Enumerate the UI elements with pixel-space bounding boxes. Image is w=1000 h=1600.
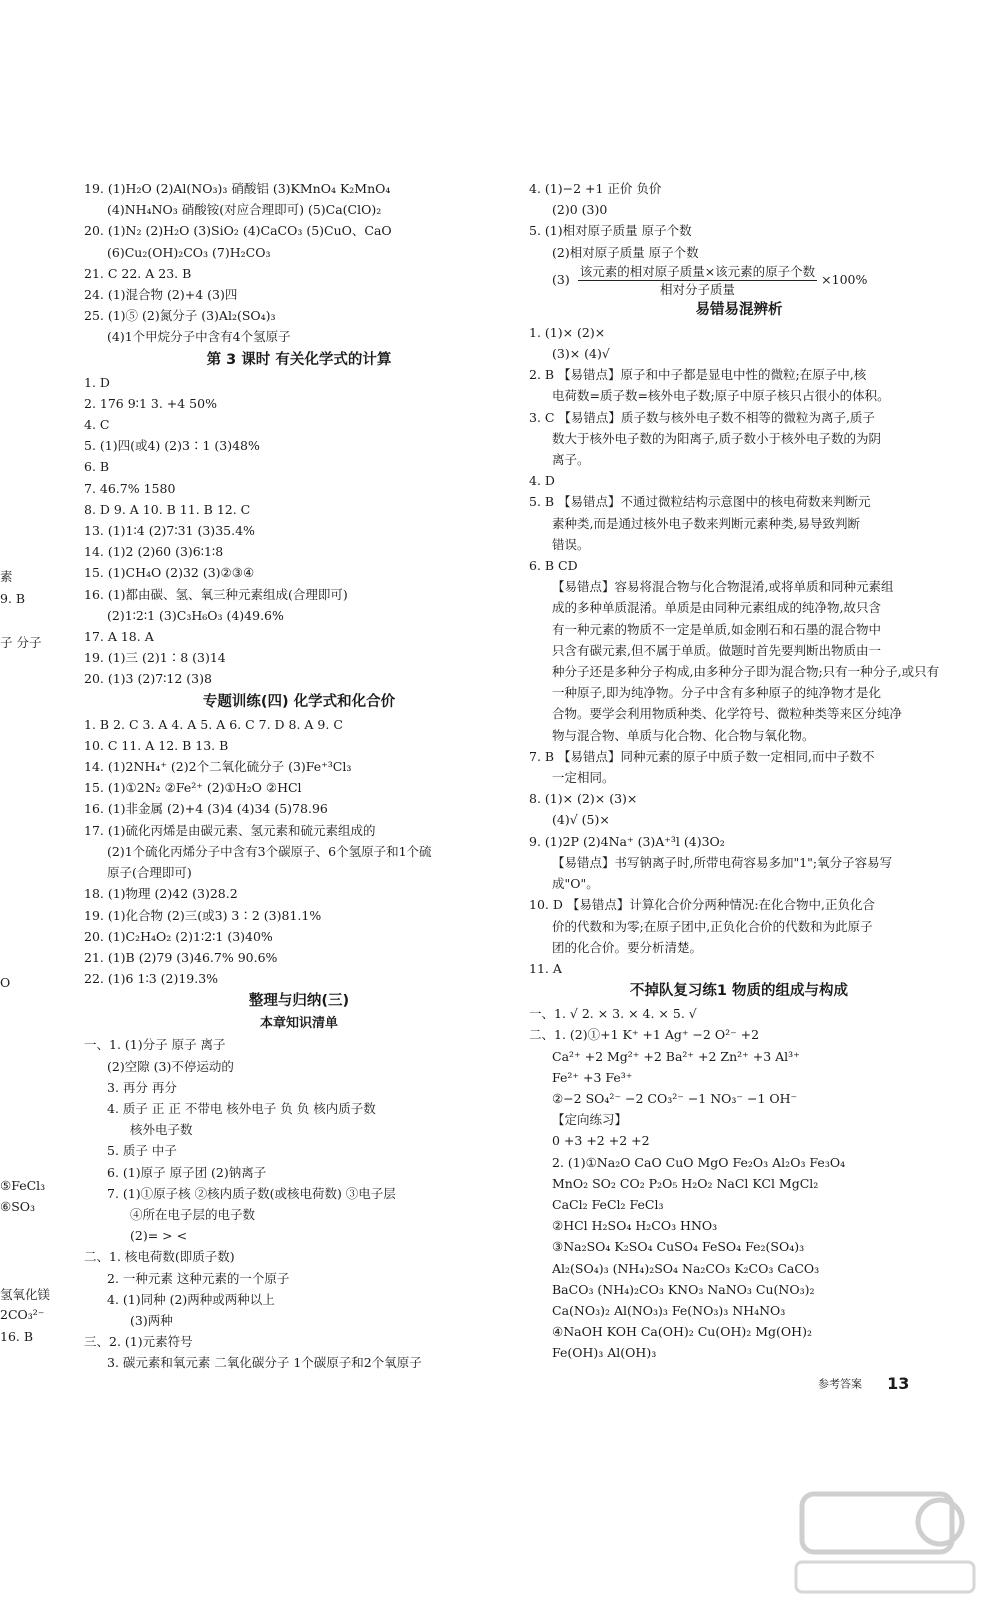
- right-answer-line: 数大于核外电子数的为阳离子,质子数小于核外电子数的为阴: [552, 430, 881, 446]
- left-answer-line: 核外电子数: [130, 1122, 193, 1138]
- right-answer-line: 一、1. √ 2. × 3. × 4. × 5. √: [529, 1006, 697, 1022]
- percent-formula: [529, 263, 949, 298]
- formula-suffix: ×100%: [821, 271, 868, 287]
- edge-fragment: 9. B: [0, 591, 26, 606]
- right-answer-line: 成的多种单质混淆。单质是由同种元素组成的纯净物,故只含: [552, 600, 881, 616]
- right-section-heading: 易错易混辨析: [695, 301, 783, 318]
- left-answer-line: 4. 质子 正 正 不带电 核外电子 负 负 核内质子数: [107, 1100, 376, 1116]
- left-answer-line: (4)1个甲烷分子中含有4个氢原子: [107, 329, 291, 345]
- right-answer-line: 3. C 【易错点】质子数与核外电子数不相等的微粒为离子,质子: [529, 409, 875, 425]
- formula-fraction: [578, 263, 817, 298]
- left-answer-line: 5. (1)四(或4) (2)3∶1 (3)48%: [84, 438, 260, 454]
- edge-fragment: O: [0, 975, 11, 990]
- right-answer-line: 1. (1)× (2)×: [529, 324, 606, 340]
- right-answer-line: 价的代数和为零;在原子团中,正负化合价的代数和为此原子: [552, 918, 873, 934]
- right-answer-line: 成"O"。: [552, 876, 599, 892]
- right-answer-line: 【易错点】容易将混合物与化合物混淆,或将单质和同种元素组: [552, 579, 894, 595]
- right-answer-line: 11. A: [529, 960, 562, 976]
- left-answer-line: 原子(合理即可): [107, 865, 192, 881]
- right-answer-line: 电荷数=质子数=核外电子数;原子中原子核只占很小的体积。: [552, 388, 890, 404]
- right-answer-line: 2. (1)①Na₂O CaO CuO MgO Fe₂O₃ Al₂O₃ Fe₃O₄: [552, 1154, 846, 1170]
- left-answer-line: 20. (1)3 (2)7∶12 (3)8: [84, 671, 212, 687]
- left-answer-line: 3. 再分 再分: [107, 1079, 177, 1095]
- left-answer-line: (2)1个硫化丙烯分子中含有3个碳原子、6个氢原子和1个硫: [107, 843, 432, 859]
- left-answer-line: 25. (1)⑤ (2)氮分子 (3)Al₂(SO₄)₃: [84, 308, 276, 324]
- left-answer-line: 2. 一种元素 这种元素的一个原子: [107, 1270, 290, 1286]
- right-answer-line: 【定向练习】: [552, 1112, 628, 1128]
- formula-prefix: (3): [552, 271, 570, 287]
- left-answer-line: 1. D: [84, 374, 110, 390]
- left-answer-column: [84, 178, 514, 1374]
- right-answer-line: Ca(NO₃)₂ Al(NO₃)₃ Fe(NO₃)₃ NH₄NO₃: [552, 1302, 786, 1318]
- right-answer-line: 0 +3 +2 +2 +2: [552, 1133, 650, 1149]
- right-answer-line: ④NaOH KOH Ca(OH)₂ Cu(OH)₂ Mg(OH)₂: [552, 1324, 812, 1340]
- right-answer-line: 6. B CD: [529, 558, 578, 574]
- right-answer-line: BaCO₃ (NH₄)₂CO₃ KNO₃ NaNO₃ Cu(NO₃)₂: [552, 1281, 815, 1297]
- left-answer-line: 一、1. (1)分子 原子 离子: [84, 1037, 226, 1053]
- right-answer-line: 10. D 【易错点】计算化合价分两种情况:在化合物中,正负化合: [529, 897, 876, 913]
- left-answer-line: (2)空隙 (3)不停运动的: [107, 1058, 234, 1074]
- right-answer-line: MnO₂ SO₂ CO₂ P₂O₅ H₂O₂ NaCl KCl MgCl₂: [552, 1175, 819, 1191]
- left-answer-line: 6. B: [84, 459, 110, 475]
- page-number: 13: [887, 1374, 910, 1393]
- right-answer-line: 离子。: [552, 452, 590, 468]
- left-answer-line: 20. (1)C₂H₄O₂ (2)1∶2∶1 (3)40%: [84, 928, 273, 944]
- left-answer-line: 22. (1)6 1∶3 (2)19.3%: [84, 971, 219, 987]
- left-answer-line: 15. (1)①2N₂ ②Fe²⁺ (2)①H₂O ②HCl: [84, 780, 302, 796]
- left-section-heading: 专题训练(四) 化学式和化合价: [202, 693, 396, 710]
- left-answer-line: 16. (1)非金属 (2)+4 (3)4 (4)34 (5)78.96: [84, 801, 328, 817]
- right-answer-line: ②−2 SO₄²⁻ −2 CO₃²⁻ −1 NO₃⁻ −1 OH⁻: [552, 1090, 798, 1106]
- left-answer-line: 1. B 2. C 3. A 4. A 5. A 6. C 7. D 8. A 9. C: [84, 716, 343, 732]
- right-answer-line: 错误。: [552, 536, 590, 552]
- right-answer-line: 一种原子,即为纯净物。分子中含有多种原子的纯净物才是化: [552, 685, 881, 701]
- right-answer-line: 种分子还是多种分子构成,由多种分子即为混合物;只有一种分子,或只有: [552, 664, 940, 680]
- right-section-heading: 不掉队复习练1 物质的组成与构成: [629, 983, 849, 1000]
- left-answer-line: 17. (1)硫化丙烯是由碳元素、氢元素和硫元素组成的: [84, 822, 376, 838]
- right-answer-line: 合物。要学会利用物质种类、化学符号、微粒种类等来区分纯净: [552, 706, 903, 722]
- right-answer-line: CaCl₂ FeCl₂ FeCl₃: [552, 1196, 664, 1212]
- edge-fragment: 氢氧化镁: [0, 1287, 51, 1302]
- right-answer-line: (2)相对原子质量 原子个数: [552, 244, 699, 260]
- right-answer-line: 7. B 【易错点】同种元素的原子中质子数一定相同,而中子数不: [529, 748, 875, 764]
- left-answer-line: 24. (1)混合物 (2)+4 (3)四: [84, 287, 238, 303]
- left-answer-line: 4. (1)同种 (2)两种或两种以上: [107, 1291, 275, 1307]
- right-answer-line: Ca²⁺ +2 Mg²⁺ +2 Ba²⁺ +2 Zn²⁺ +3 Al³⁺: [552, 1048, 800, 1064]
- right-answer-line: ③Na₂SO₄ K₂SO₄ CuSO₄ FeSO₄ Fe₂(SO₄)₃: [552, 1239, 805, 1255]
- right-answer-line: 有一种元素的物质不一定是单质,如金刚石和石墨的混合物中: [552, 621, 881, 637]
- edge-fragment: 子 分子: [0, 635, 42, 650]
- left-answer-line: 6. (1)原子 原子团 (2)钠离子: [107, 1164, 267, 1180]
- left-answer-line: 16. (1)都由碳、氢、氧三种元素组成(合理即可): [84, 586, 348, 602]
- left-answer-line: (6)Cu₂(OH)₂CO₃ (7)H₂CO₃: [107, 244, 271, 260]
- right-answer-line: Fe(OH)₃ Al(OH)₃: [552, 1345, 657, 1361]
- left-answer-line: 17. A 18. A: [84, 629, 154, 645]
- left-answer-line: 7. 46.7% 1580: [84, 480, 176, 496]
- right-answer-line: 5. B 【易错点】不通过微粒结构示意图中的核电荷数来判断元: [529, 494, 871, 510]
- left-answer-line: 3. 碳元素和氧元素 二氧化碳分子 1个碳原子和2个氧原子: [107, 1355, 422, 1371]
- right-answer-line: 一定相同。: [552, 770, 615, 786]
- right-answer-line: 8. (1)× (2)× (3)×: [529, 791, 638, 807]
- edge-fragment: 2CO₃²⁻: [0, 1307, 45, 1322]
- left-answer-line: (2)1∶2∶1 (3)C₃H₆O₃ (4)49.6%: [107, 607, 284, 623]
- right-answer-line: 4. D: [529, 473, 555, 489]
- right-top-block: [529, 178, 949, 263]
- left-answer-line: (3)两种: [130, 1312, 173, 1328]
- left-answer-line: 19. (1)H₂O (2)Al(NO₃)₃ 硝酸铝 (3)KMnO₄ K₂MnO₄: [84, 181, 391, 196]
- formula-numerator: 该元素的相对原子质量×该元素的原子个数: [579, 263, 816, 279]
- right-answer-line: 4. (1)−2 +1 正价 负价: [529, 181, 662, 196]
- right-main-block: [529, 298, 949, 1364]
- right-answer-line: 物与混合物、单质与化合物、化合物与氧化物。: [552, 727, 815, 743]
- right-answer-line: Al₂(SO₄)₃ (NH₄)₂SO₄ Na₂CO₃ K₂CO₃ CaCO₃: [552, 1260, 820, 1276]
- right-answer-line: 二、1. (2)①+1 K⁺ +1 Ag⁺ −2 O²⁻ +2: [529, 1027, 760, 1043]
- edge-fragment: 素: [0, 569, 13, 584]
- left-answer-line: 三、2. (1)元素符号: [84, 1334, 193, 1350]
- left-answer-line: 7. (1)①原子核 ②核内质子数(或核电荷数) ③电子层: [107, 1185, 396, 1201]
- left-answer-line: ④所在电子层的电子数: [130, 1206, 256, 1222]
- left-answer-line: 15. (1)CH₄O (2)32 (3)②③④: [84, 565, 255, 581]
- right-answer-line: (3)× (4)√: [552, 346, 610, 362]
- right-answer-line: (2)0 (3)0: [552, 202, 608, 218]
- left-answer-line: 19. (1)三 (2)1∶8 (3)14: [84, 650, 226, 666]
- edge-fragment: ⑤FeCl₃: [0, 1178, 46, 1193]
- right-answer-line: (4)√ (5)×: [552, 812, 610, 828]
- left-answer-line: 10. C 11. A 12. B 13. B: [84, 737, 229, 753]
- left-answer-line: 21. C 22. A 23. B: [84, 265, 192, 281]
- footer-label: 参考答案: [818, 1377, 862, 1391]
- page-footer: [818, 1373, 909, 1393]
- left-section-heading: 本章知识清单: [259, 1016, 338, 1032]
- right-answer-line: 2. B 【易错点】原子和中子都是显电中性的微粒;在原子中,核: [529, 367, 867, 383]
- left-answer-line: 18. (1)物理 (2)42 (3)28.2: [84, 886, 238, 902]
- left-answer-line: 13. (1)1∶4 (2)7∶31 (3)35.4%: [84, 523, 255, 539]
- right-answer-line: 5. (1)相对原子质量 原子个数: [529, 223, 692, 239]
- right-answer-line: 9. (1)2P (2)4Na⁺ (3)A⁺³l (4)3O₂: [529, 833, 725, 849]
- watermark-logo-icon: [790, 1488, 980, 1598]
- left-answer-line: 14. (1)2NH₄⁺ (2)2个二氧化硫分子 (3)Fe⁺³Cl₃: [84, 759, 352, 775]
- right-answer-column: [529, 178, 949, 1364]
- left-answer-line: 14. (1)2 (2)60 (3)6∶1∶8: [84, 544, 224, 560]
- left-answer-line: 2. 176 9∶1 3. +4 50%: [84, 395, 217, 411]
- left-answer-line: 二、1. 核电荷数(即质子数): [84, 1249, 235, 1265]
- left-answer-line: 5. 质子 中子: [107, 1143, 177, 1159]
- left-section-heading: 第 3 课时 有关化学式的计算: [206, 351, 392, 368]
- right-answer-line: 【易错点】书写钠离子时,所带电荷容易多加"1";氧分子容易写: [552, 854, 893, 870]
- right-answer-line: 素种类,而是通过核外电子数来判断元素种类,易导致判断: [552, 515, 860, 531]
- right-answer-line: Fe²⁺ +3 Fe³⁺: [552, 1069, 633, 1085]
- left-section-heading: 整理与归纳(三): [248, 993, 350, 1010]
- edge-fragment: 16. B: [0, 1329, 34, 1344]
- left-answer-line: 19. (1)化合物 (2)三(或3) 3∶2 (3)81.1%: [84, 907, 322, 923]
- left-answer-line: 8. D 9. A 10. B 11. B 12. C: [84, 501, 251, 517]
- right-answer-line: 只含有碳元素,但不属于单质。做题时首先要判断出物质由一: [552, 642, 881, 658]
- left-answer-line: (4)NH₄NO₃ 硝酸铵(对应合理即可) (5)Ca(ClO)₂: [107, 202, 382, 218]
- formula-denominator: 相对分子质量: [659, 281, 735, 297]
- right-answer-line: 团的化合价。要分析清楚。: [552, 939, 703, 955]
- left-answer-line: (2)= > <: [130, 1228, 188, 1244]
- right-answer-line: ②HCl H₂SO₄ H₂CO₃ HNO₃: [552, 1218, 718, 1234]
- left-answer-line: 21. (1)B (2)79 (3)46.7% 90.6%: [84, 949, 278, 965]
- edge-fragment: ⑥SO₃: [0, 1199, 36, 1214]
- left-answer-line: 4. C: [84, 417, 110, 433]
- left-answer-line: 20. (1)N₂ (2)H₂O (3)SiO₂ (4)CaCO₃ (5)CuO、CaO: [84, 223, 392, 239]
